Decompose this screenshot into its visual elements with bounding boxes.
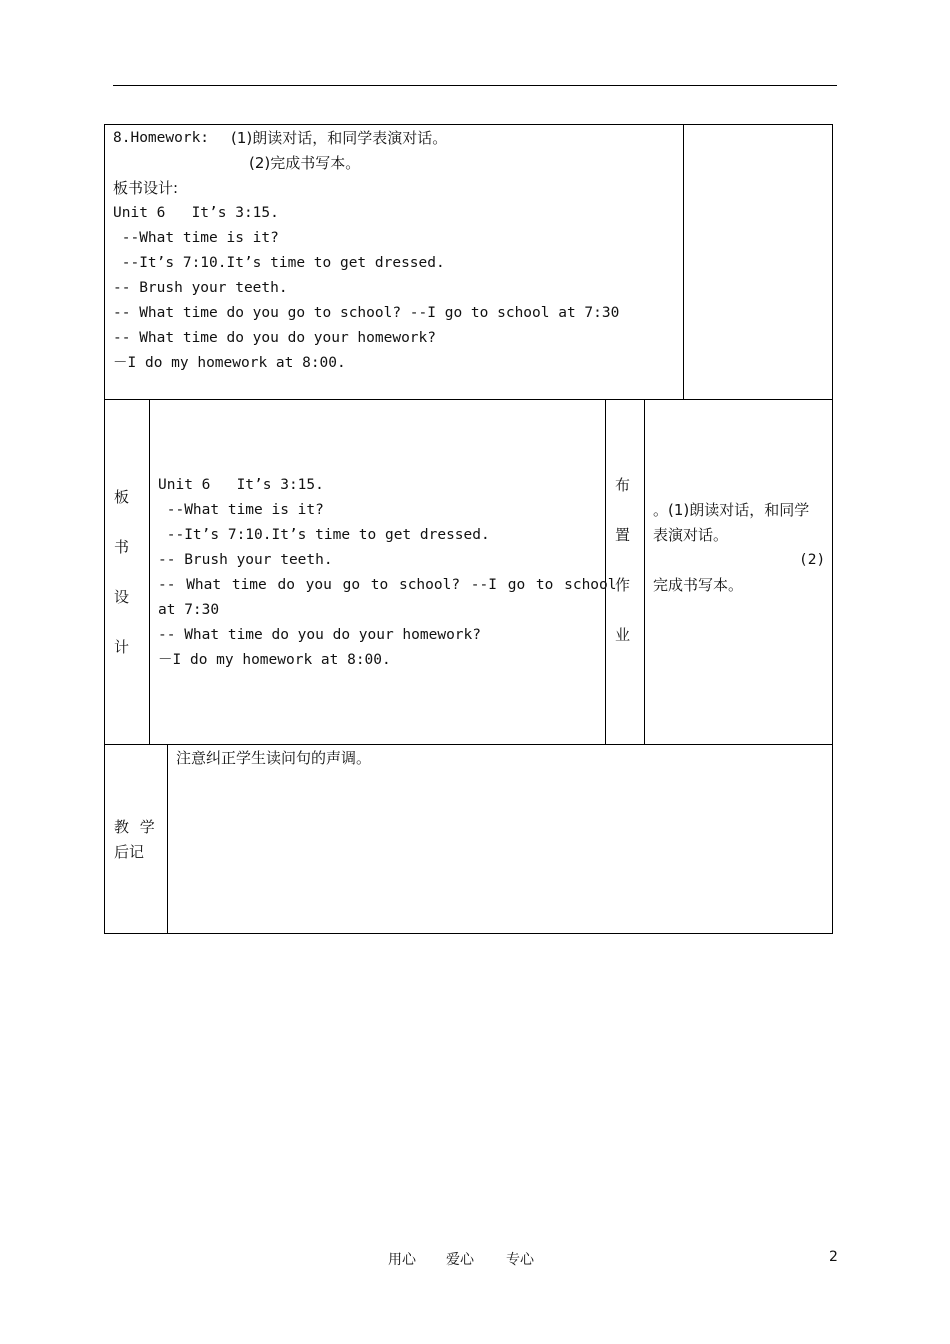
middle-line-5: -- What time do you go to school? --I go to school	[158, 577, 617, 593]
middle-line-2: --What time is it?	[158, 502, 324, 518]
middle-line-4: -- Brush your teeth.	[158, 552, 333, 568]
assign-line-4: 完成书写本。	[653, 576, 744, 594]
bottom-divider	[167, 744, 168, 934]
top-line-3: --It’s 7:10.It’s time to get dressed.	[113, 255, 445, 271]
assign-label-char-3: 作	[615, 576, 631, 594]
top-line-6: -- What time do you do your homework?	[113, 330, 437, 346]
reflection-note: 注意纠正学生读问句的声调。	[176, 749, 372, 767]
middle-divider-3	[644, 399, 645, 745]
reflection-label-line-1: 教 学	[114, 818, 158, 836]
middle-line-7: -- What time do you do your homework?	[158, 627, 482, 643]
middle-divider-2	[605, 399, 606, 745]
top-line-7: －I do my homework at 8:00.	[113, 355, 346, 371]
assign-label-char-4: 业	[615, 626, 631, 644]
top-line-4: -- Brush your teeth.	[113, 280, 288, 296]
assign-label-char-2: 置	[615, 526, 631, 544]
homework-item-2: (2)完成书写本。	[249, 154, 361, 172]
assign-line-1: 。(1)朗读对话，和同学	[653, 501, 810, 519]
board-label-char-4: 计	[114, 638, 130, 656]
middle-line-3: --It’s 7:10.It’s time to get dressed.	[158, 527, 490, 543]
board-label-char-2: 书	[114, 538, 130, 556]
middle-divider-1	[149, 399, 150, 745]
homework-prefix: 8.Homework:	[113, 130, 210, 146]
board-label-char-1: 板	[114, 488, 130, 506]
top-line-1: Unit 6 It’s 3:15.	[113, 205, 279, 221]
top-right-divider	[683, 124, 684, 400]
board-label-char-3: 设	[114, 588, 130, 606]
top-line-5: -- What time do you go to school? --I go to school at 7:30	[113, 305, 620, 321]
page-number: 2	[829, 1249, 838, 1265]
assign-line-3: (2)	[799, 552, 826, 568]
top-line-2: --What time is it?	[113, 230, 279, 246]
middle-section	[104, 399, 833, 745]
middle-line-8: －I do my homework at 8:00.	[158, 652, 391, 668]
assign-label-char-1: 布	[615, 476, 631, 494]
header-rule	[113, 85, 837, 86]
reflection-label-line-2: 后记	[114, 843, 145, 861]
footer-motto-3: 专心	[506, 1252, 534, 1268]
middle-line-1: Unit 6 It’s 3:15.	[158, 477, 324, 493]
bottom-section	[104, 744, 833, 934]
middle-line-6: at 7:30	[158, 602, 220, 618]
footer-motto-2: 爱心	[446, 1252, 474, 1268]
homework-item-1: (1)朗读对话，和同学表演对话。	[231, 129, 448, 147]
board-design-label: 板书设计:	[113, 179, 179, 197]
footer-motto-1: 用心	[388, 1252, 416, 1268]
assign-line-2: 表演对话。	[653, 526, 729, 544]
